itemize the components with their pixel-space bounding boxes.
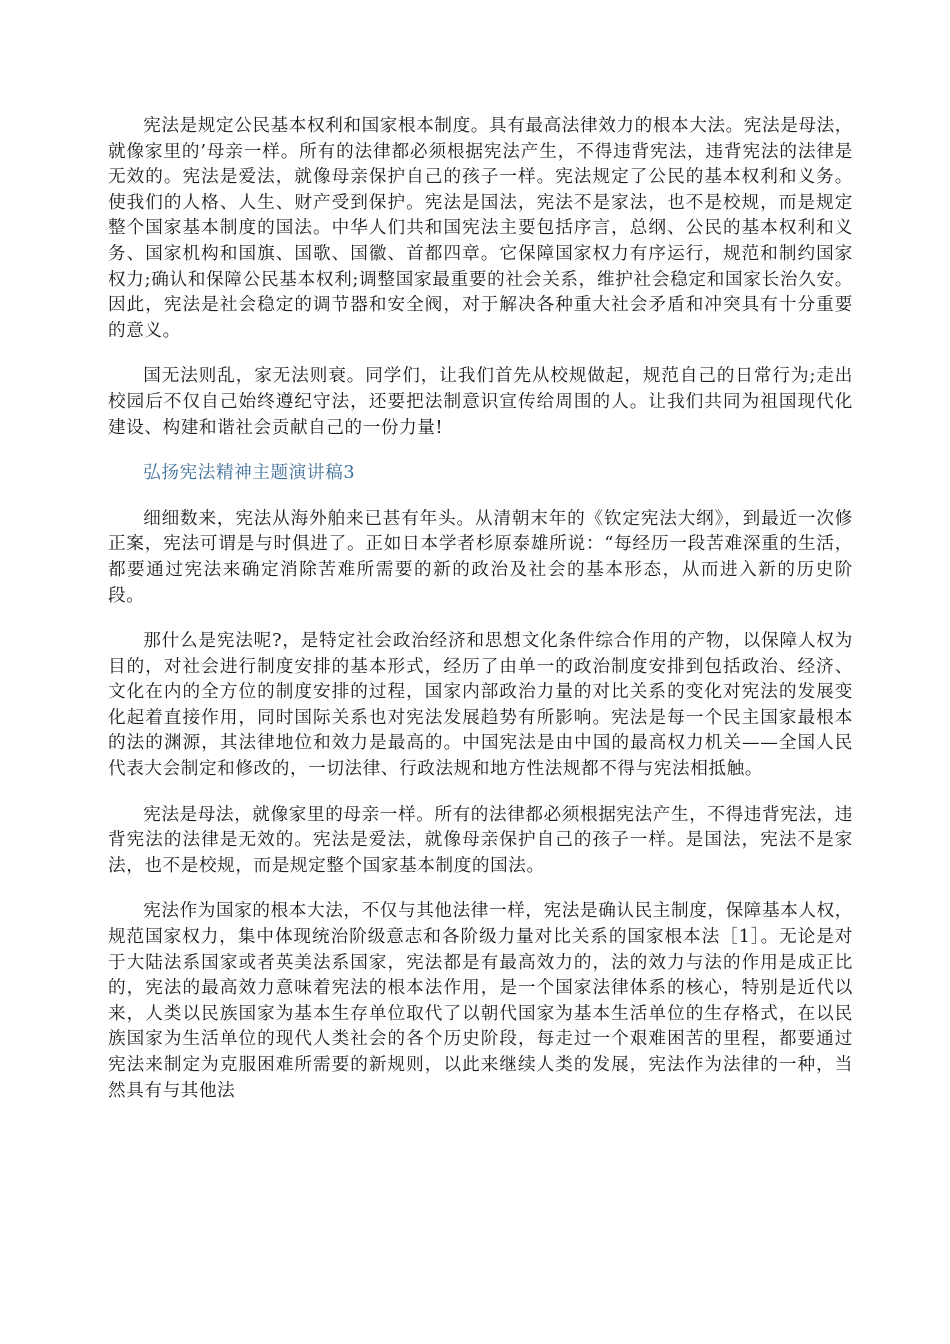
- paragraph-constitution-definition: 宪法是规定公民基本权利和国家根本制度。具有最高法律效力的根本大法。宪法是母法，就像家里的’母亲一样。所有的法律都必须根据宪法产生，不得违背宪法，违背宪法的法律是无效的。宪法是爱法，就像母亲保护自己的孩子一样。宪法规定了公民的基本权利和义务。使我们的人格、人生、财产受到保护。宪法是国法，宪法不是家法，也不是校规，而是规定整个国家基本制度的国法。中华人们共和国宪法主要包括序言，总纲、公民的基本权利和义务、国家机构和国旗、国歌、国徽、首都四章。它保障国家权力有序运行，规范和制约国家权力;确认和保障公民基本权利;调整国家最重要的社会关系，维护社会稳定和国家长治久安。因此，宪法是社会稳定的调节器和安全阀，对于解决各种重大社会矛盾和冲突具有十分重要的意义。: [108, 116, 853, 341]
- section-title: 弘扬宪法精神主题演讲稿3: [143, 463, 356, 484]
- paragraph-mother-law: 宪法是母法，就像家里的母亲一样。所有的法律都必须根据宪法产生，不得违背宪法，违背宪法的法律是无效的。宪法是爱法，就像母亲保护自己的孩子一样。是国法，宪法不是家法，也不是校规，而是规定整个国家基本制度的国法。: [108, 804, 853, 876]
- paragraph-call-to-action: 国无法则乱，家无法则衰。同学们，让我们首先从校规做起，规范自己的日常行为;走出校园后不仅自己始终遵纪守法，还要把法制意识宣传给周围的人。让我们共同为祖国现代化建设、构建和谐社会贡献自己的一份力量!: [108, 366, 853, 438]
- paragraph-what-is-constitution: 那什么是宪法呢?，是特定社会政治经济和思想文化条件综合作用的产物，以保障人权为目的，对社会进行制度安排的基本形式，经历了由单一的政治制度安排到包括政治、经济、文化在内的全方位的制度安排的过程，国家内部政治力量的对比关系的变化对宪法的发展变化起着直接作用，同时国际关系也对宪法发展趋势有所影响。宪法是每一个民主国家最根本的法的渊源，其法律地位和效力是最高的。中国宪法是由中国的最高权力机关——全国人民代表大会制定和修改的，一切法律、行政法规和地方性法规都不得与宪法相抵触。: [108, 631, 853, 780]
- paragraph-fundamental-law: 宪法作为国家的根本大法，不仅与其他法律一样，宪法是确认民主制度，保障基本人权，规范国家权力，集中体现统治阶级意志和各阶级力量对比关系的国家根本法［1］。无论是对于大陆法系国家或者英美法系国家，宪法都是有最高效力的，法的效力与法的作用是成正比的，宪法的最高效力意味着宪法的根本法作用，是一个国家法律体系的核心，特别是近代以来，人类以民族国家为基本生存单位取代了以朝代国家为基本生活单位的生存格式，在以民族国家为生活单位的现代人类社会的各个历史阶段，每走过一个艰难困苦的里程，都要通过宪法来制定为克服困难所需要的新规则，以此来继续人类的发展，宪法作为法律的一种，当然具有与其他法: [108, 901, 853, 1101]
- paragraph-history: 细细数来，宪法从海外舶来已甚有年头。从清朝末年的《钦定宪法大纲》，到最近一次修正案，宪法可谓是与时俱进了。正如日本学者杉原泰雄所说：“每经历一段苦难深重的生活，都要通过宪法来确定消除苦难所需要的新的政治及社会的基本形态，从而进入新的历史阶段。: [108, 508, 853, 606]
- document-page: [108, 114, 853, 1124]
